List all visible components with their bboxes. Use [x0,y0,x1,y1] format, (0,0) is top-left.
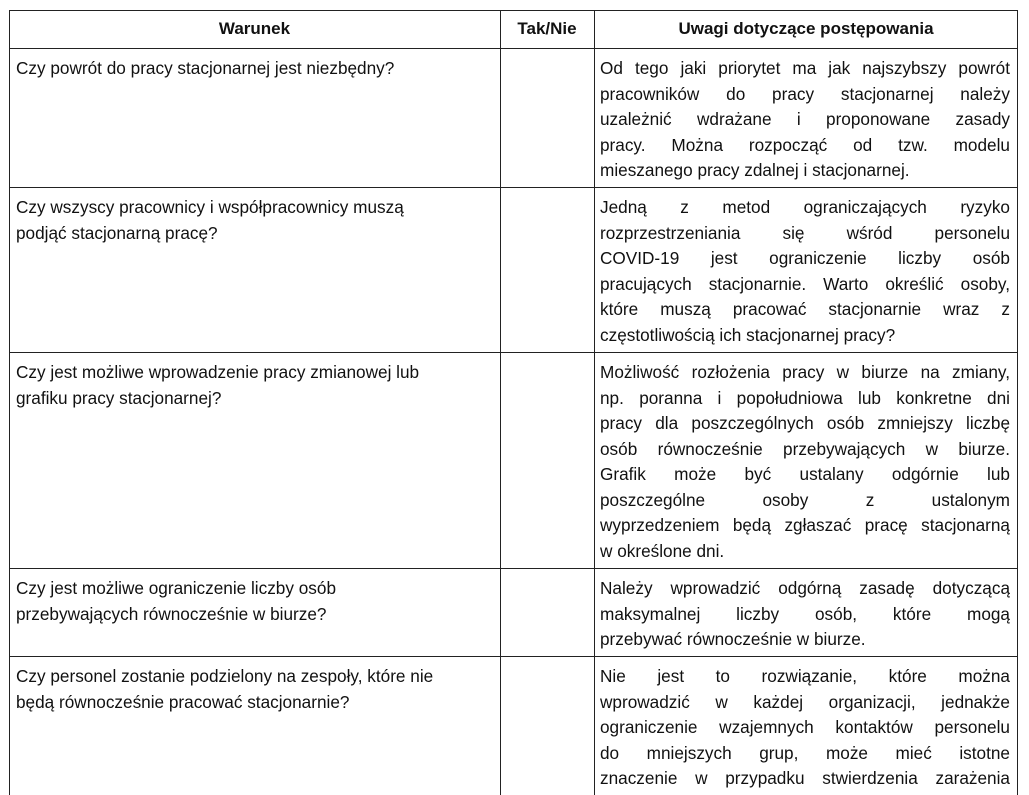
condition-text: przebywających równocześnie w biurze? [16,603,327,624]
remarks-line: wyprzedzeniem będą zgłaszać pracę stacjonarną [600,515,1010,535]
row-divider [9,656,1018,657]
remarks-line: pracy dla poszczególnych osób zmniejszy liczbę [600,413,1010,433]
remarks-line: Należy wprowadzić odgórną zasadę dotyczącą [600,578,1010,598]
condition-text: Czy powrót do pracy stacjonarnej jest niezbędny? [16,58,395,78]
remarks-line: Możliwość rozłożenia pracy w biurze na zmiany, [600,362,1010,382]
remarks-line: w określone dni. [600,540,725,561]
remarks-line: osób równocześnie przebywających w biurze. [600,438,1010,459]
remarks-line: Jedną z metod ograniczających ryzyko [600,197,1010,217]
remarks-line: Grafik może być ustalany odgórnie lub [600,464,1010,484]
remarks-cell [600,56,1010,184]
condition-text: Czy jest możliwe wprowadzenie pracy zmianowej lub [16,362,420,382]
remarks-line: pracujących stacjonarnie. Warto określić osoby, [600,273,1010,294]
remarks-line: częstotliwością ich stacjonarnej pracy? [600,324,896,345]
condition-text: podjąć stacjonarną pracę? [16,222,218,243]
row-divider [9,568,1018,569]
remarks-line: maksymalnej liczby osób, które mogą [600,603,1010,624]
table-border-right [1017,10,1018,795]
remarks-line: poszczególne osoby z ustalonym [600,489,1010,510]
condition-cell [16,195,486,246]
row-divider [9,352,1018,353]
remarks-line: ograniczenie wzajemnych kontaktów personelu [600,717,1010,737]
table-border-left [9,10,10,795]
remarks-line: znaczenie w przypadku stwierdzenia zarażenia [600,768,1010,788]
header-divider [9,48,1018,49]
remarks-line: pracowników do pracy stacjonarnej należy [600,83,1010,104]
remarks-line: uzależnić wdrażane i proponowane zasady [600,109,1010,129]
header-yes-no: Tak/Nie [517,19,577,38]
column-divider [594,10,595,795]
condition-text: Czy wszyscy pracownicy i współpracownicy muszą [16,197,404,217]
remarks-cell [600,664,1010,792]
remarks-line: które muszą pracować stacjonarnie wraz z [600,299,1010,319]
condition-cell [16,56,486,82]
remarks-line: Nie jest to rozwiązanie, które można [600,666,1010,686]
remarks-line: COVID-19 jest ograniczenie liczby osób [600,248,1010,268]
remarks-line: wprowadzić w każdej organizacji, jednakże [600,691,1010,712]
remarks-line: rozprzestrzeniania się wśród personelu [600,222,1010,243]
remarks-cell [600,576,1010,653]
remarks-line: np. poranna i popołudniowa lub konkretne dni [600,387,1010,408]
condition-text: będą równocześnie pracować stacjonarnie? [16,691,350,712]
remarks-line: mieszanego pracy zdalnej i stacjonarnej. [600,160,910,180]
remarks-line: pracy. Można rozpocząć od tzw. modelu [600,134,1010,155]
header-remarks: Uwagi dotyczące postępowania [678,19,934,38]
condition-text: Czy jest możliwe ograniczenie liczby osób [16,578,337,598]
condition-cell [16,360,486,411]
row-divider [9,187,1018,188]
remarks-line: Od tego jaki priorytet ma jak najszybszy powrót [600,58,1010,78]
remarks-line: przebywać równocześnie w biurze. [600,629,866,649]
column-divider [500,10,501,795]
header-condition: Warunek [218,19,291,38]
condition-cell [16,664,486,715]
remarks-cell [600,360,1010,564]
remarks-cell [600,195,1010,348]
condition-text: Czy personel zostanie podzielony na zespoły, które nie [16,666,434,686]
remarks-line: do mniejszych grup, może mieć istotne [600,742,1010,763]
condition-cell [16,576,486,627]
condition-text: grafiku pracy stacjonarnej? [16,387,222,408]
